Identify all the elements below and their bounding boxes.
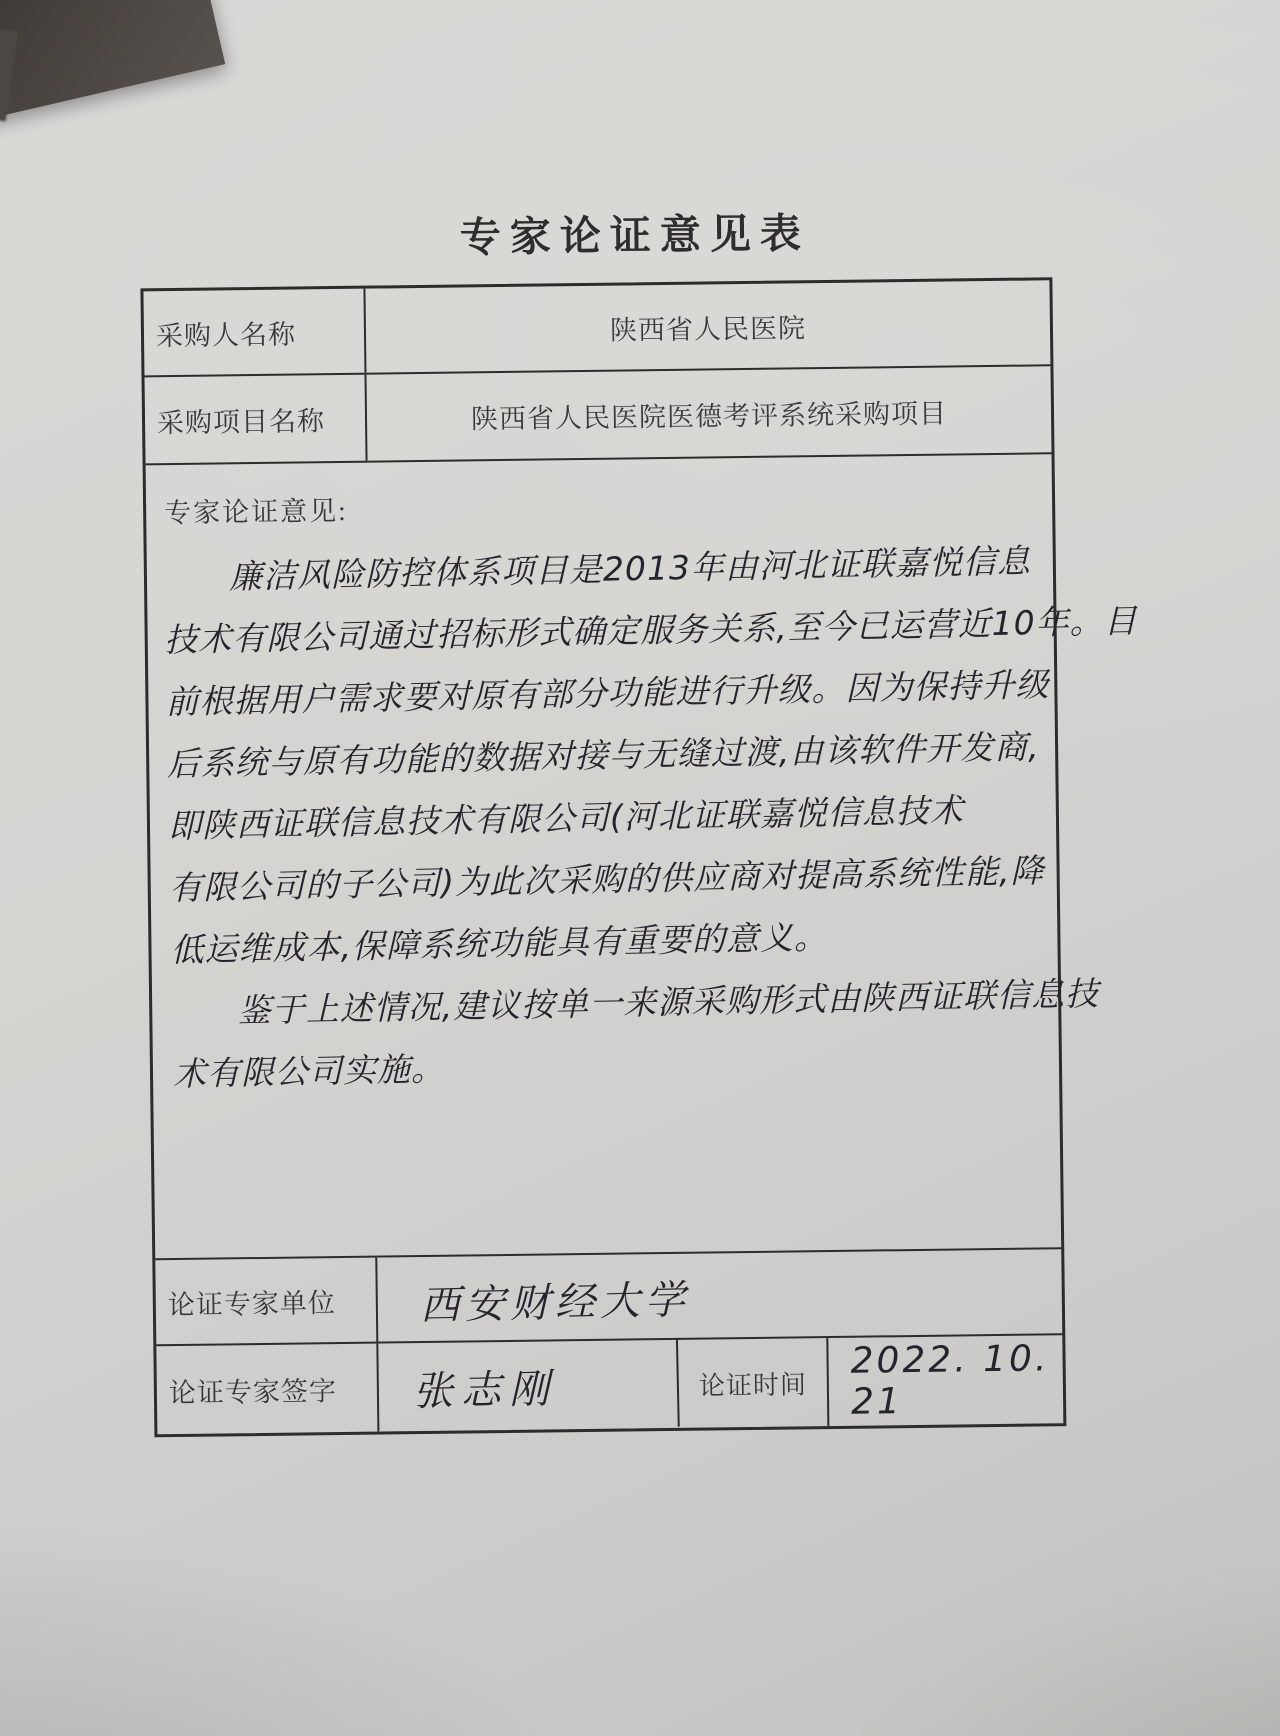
handwritten-line: 廉洁风险防控体系项目是2013年由河北证联嘉悦信息 [228, 541, 1032, 597]
row-signature [156, 1335, 1063, 1434]
handwritten-line: 后系统与原有功能的数据对接与无缝过渡,由该软件开发商, [166, 727, 1040, 784]
project-value: 陕西省人民医院医德考评系统采购项目 [470, 398, 948, 434]
handwritten-line: 前根据用户需求要对原有部分功能进行升级。因为保持升级 [165, 664, 1050, 722]
opinion-form-table [140, 277, 1138, 1437]
handwritten-line: 即陕西证联信息技术有限公司(河北证联嘉悦信息技术 [167, 790, 965, 846]
row-purchaser [143, 280, 1050, 377]
expert-unit-value-handwritten: 西安财经大学 [419, 1276, 691, 1329]
page-title: 专家论证意见表 [459, 210, 811, 261]
handwritten-line: 鉴于上述情况,建议按单一来源采购形式由陕西证联信息技 [237, 973, 1100, 1031]
purchaser-label: 采购人名称 [143, 289, 366, 376]
handwritten-line: 有限公司的子公司)为此次采购的供应商对提高系统性能,降 [168, 850, 1045, 908]
row-project [145, 366, 1052, 465]
purchaser-value: 陕西省人民医院 [609, 312, 807, 346]
handwritten-line: 低运维成本,保障系统功能具有重要的意义。 [170, 917, 829, 970]
handwritten-line: 术有限公司实施。 [172, 1049, 446, 1094]
opinion-handwritten-text [162, 530, 1138, 1105]
expert-unit-label: 论证专家单位 [155, 1258, 378, 1345]
expert-signature-label: 论证专家签字 [156, 1344, 379, 1435]
opinion-label: 专家论证意见: [163, 495, 348, 529]
handwritten-line: 技术有限公司通过招标形式确定服务关系,至今已运营近10年。目 [163, 601, 1138, 660]
row-expert-opinion [146, 454, 1138, 1260]
expert-signature-handwritten: 张志刚 [378, 1339, 680, 1433]
review-time-value-handwritten: 2022. 10. 21 [850, 1338, 1050, 1423]
project-label: 采购项目名称 [145, 375, 368, 464]
row-expert-unit [155, 1249, 1062, 1346]
review-time-label: 论证时间 [678, 1338, 829, 1428]
